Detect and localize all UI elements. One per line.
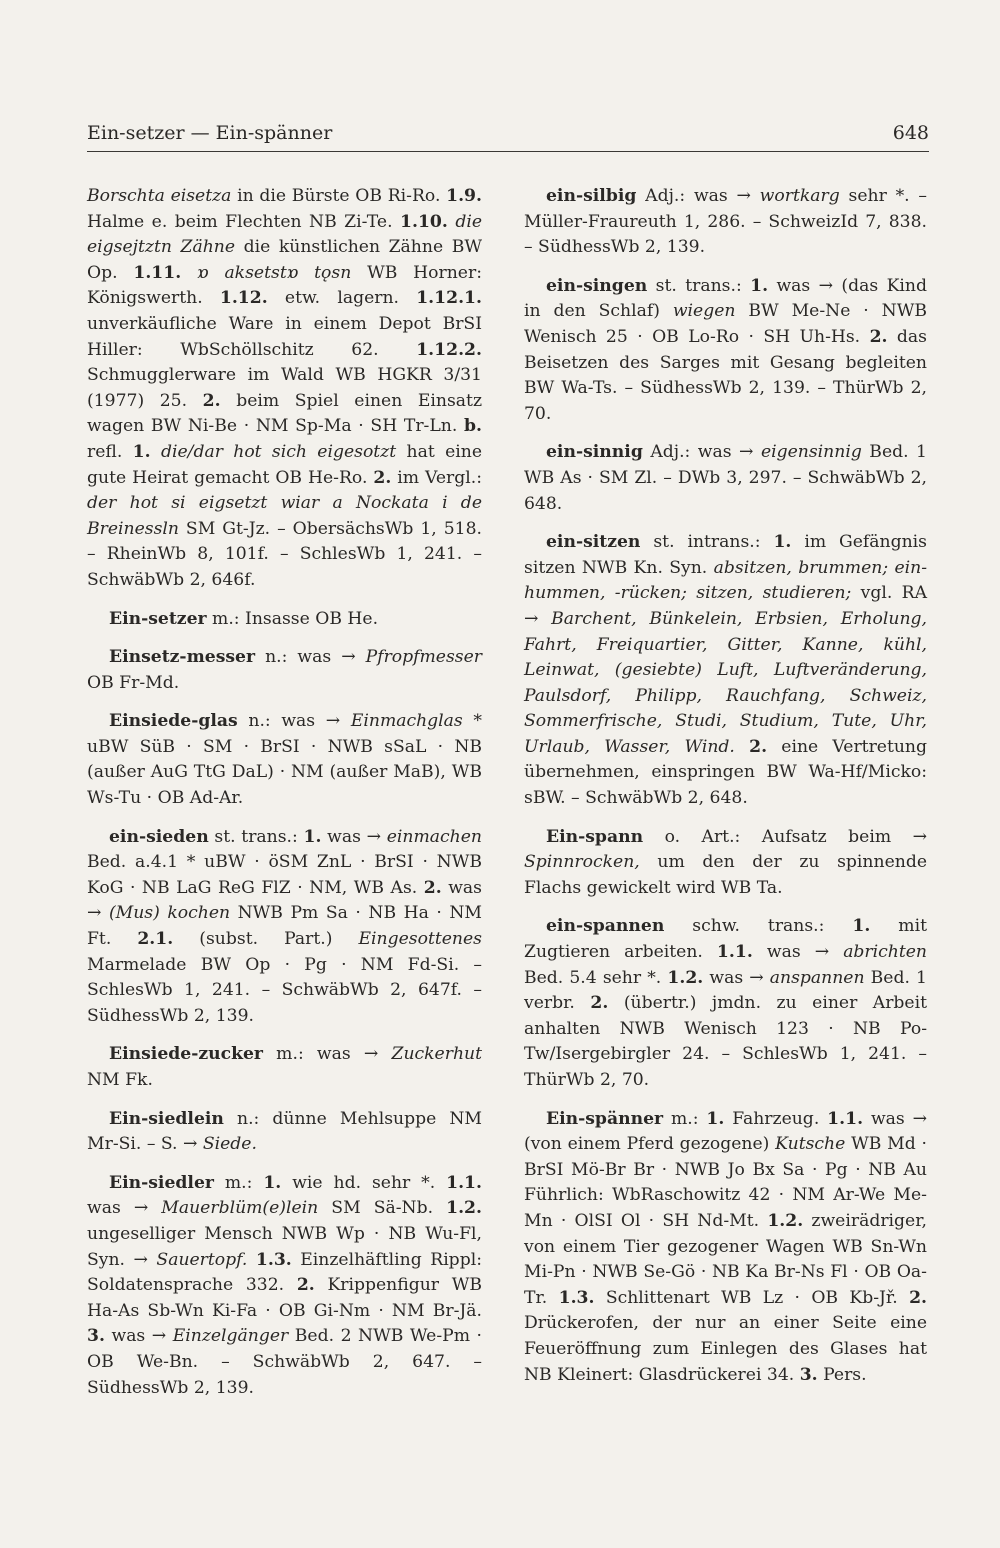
entry-text: mit Zugtieren arbeiten.: [524, 916, 927, 963]
entry-text: Marmelade BW Op · Pg · NM Fd-Si. – SchlesWb 1, 241. – SchwäbWb 2, 647f. – SüdhessWb 2, 139.: [87, 954, 482, 1026]
sense-number: 1.1.: [446, 1172, 482, 1193]
entry-text: was → (von einem Pferd gezogene): [524, 1108, 928, 1155]
dictionary-entry: [87, 645, 482, 696]
entry-text: was →: [752, 942, 844, 963]
entry-text: m.: was →: [262, 1044, 392, 1065]
entry-text: die künstlichen Zähne BW Op.: [87, 237, 482, 283]
italic-term: Kutsche: [775, 1134, 846, 1155]
dictionary-entry: [87, 825, 482, 1030]
entry-text: (subst. Part.): [173, 929, 359, 950]
entry-text: Bed. 2 NWB We-Pm · OB We-Bn. – SchwäbWb 2, 647. – SüdhessWb 2, 139.: [87, 1326, 482, 1398]
entry-text: st. trans.:: [647, 275, 751, 296]
sense-number: 1.: [852, 916, 871, 937]
headword: Einsetz-messer: [109, 647, 256, 668]
sense-number: b.: [463, 416, 482, 437]
italic-term: (Mus) kochen: [108, 903, 231, 924]
italic-term: einmachen: [386, 826, 482, 847]
italic-term: Barchent, Bünkelein, Erbsien, Erholung, Fahrt, Freiquartier, Gitter, Kanne, kühl, Leinwat, (gesiebte) Luft, Luftveränderung, Paulsdorf, Philipp, Rauchfang, Schweiz, Sommerfrische, Studi, Studium, Tute, Uhr, Urlaub, Wasser, Wind.: [524, 608, 927, 757]
italic-term: Mauerblüm(e)lein: [161, 1198, 319, 1219]
italic-term: Borschta eisetza: [87, 186, 232, 206]
entry-text: Halme e. beim Flechten NB Zi-Te.: [87, 211, 401, 232]
sense-number: 1.11.: [133, 262, 182, 283]
entry-text: o. Art.: Aufsatz beim →: [643, 826, 927, 847]
headword: ein-silbig: [546, 186, 637, 206]
entry-text: was →: [703, 967, 770, 988]
sense-number: 1.1.: [716, 942, 753, 963]
entry-text: um den der zu spinnende Flachs gewickelt wird WB Ta.: [524, 852, 927, 898]
entry-text: eine Vertretung übernehmen, einspringen BW Wa-Hf/Micko: sBW. – SchwäbWb 2, 648.: [524, 736, 928, 809]
running-title: Ein-setzer — Ein-spänner: [87, 122, 333, 144]
entry-text: hat eine gute Heirat gemacht OB He-Ro.: [87, 441, 482, 488]
sense-number: 2.: [296, 1275, 315, 1296]
dictionary-entry: [87, 607, 482, 633]
headword: ein-sinnig: [546, 442, 643, 463]
headword: ein-spannen: [546, 916, 665, 937]
italic-term: Eingesottenes: [358, 929, 482, 950]
italic-term: eigensinnig: [760, 442, 862, 463]
headword: Ein-siedler: [109, 1172, 214, 1193]
italic-term: Siede.: [202, 1134, 257, 1155]
entry-text: m.:: [663, 1108, 707, 1129]
entry-text: Adj.: was →: [636, 186, 760, 206]
entry-text: * uBW SüB · SM · BrSI · NWB sSaL · NB (außer AuG TtG DaL) · NM (außer MaB), WB Ws-Tu · OB Ad-Ar.: [87, 711, 482, 809]
entry-text: n.: was →: [255, 647, 366, 668]
entry-text: Drückerofen, der nur an einer Seite eine Feueröffnung zum Einlegen des Glases hat NB Kleinert: Glasdrückerei 34.: [524, 1313, 927, 1385]
italic-term: Sauertopf.: [156, 1249, 248, 1270]
entry-text: NWB Pm Sa · NB Ha · NM Ft.: [87, 903, 482, 950]
sense-number: 2.: [423, 877, 442, 898]
entry-text: BW Me-Ne · NWB Wenisch 25 · OB Lo-Ro · SH Uh-Hs.: [524, 301, 927, 347]
sense-number: 1.9.: [446, 186, 482, 206]
sense-number: 1.1.: [827, 1108, 864, 1129]
italic-term: abrichten: [843, 942, 927, 963]
headword: Einsiede-glas: [109, 711, 238, 732]
entry-text: im Gefängnis sitzen NWB Kn. Syn.: [524, 532, 927, 578]
dictionary-entry: [87, 1042, 482, 1093]
header-rule: [87, 151, 929, 152]
dictionary-entry: [87, 1171, 482, 1401]
sense-number: 1.12.: [219, 288, 268, 309]
italic-term: wortkarg: [759, 186, 840, 206]
entry-text: schw. trans.:: [664, 916, 853, 937]
sense-number: 2.: [590, 993, 609, 1014]
dictionary-entry: [87, 1107, 482, 1158]
dictionary-entry: [524, 914, 927, 1093]
headword: Einsiede-zucker: [109, 1044, 263, 1065]
entry-text: im Vergl.:: [391, 467, 482, 488]
entry-text: n.: was →: [237, 711, 351, 732]
entry-text: was →: [104, 1326, 173, 1347]
italic-term: Einmachglas: [350, 711, 463, 732]
sense-number: 2.: [869, 326, 888, 347]
headword: ein-sieden: [109, 826, 209, 847]
dictionary-entry: [524, 1107, 927, 1389]
entry-text: Schmugglerware im Wald WB HGKR 3/31 (1977) 25.: [87, 365, 482, 411]
dictionary-entry: [87, 709, 482, 811]
sense-number: 1.3.: [255, 1249, 292, 1270]
sense-number: 1.: [132, 441, 151, 462]
entry-text: in die Bürste OB Ri-Ro.: [231, 186, 447, 206]
italic-term: wiegen: [672, 301, 736, 322]
entry-text: Einzelhäftling Rippl: Soldatensprache 332.: [87, 1249, 482, 1296]
entry-text: WB Md · BrSI Mö-Br Br · NWB Jo Bx Sa · Pg · NB Au Führlich: WbRaschowitz 42 · NM Ar-We Me-Mn · OlSI Ol · SH Nd-Mt.: [524, 1134, 927, 1231]
sense-number: 1.: [750, 275, 769, 296]
italic-term: Einzelgänger: [172, 1326, 289, 1347]
headword: Ein-spänner: [546, 1108, 664, 1129]
sense-number: 1.12.1.: [416, 288, 482, 309]
sense-number: 1.3.: [558, 1287, 595, 1308]
entry-text: Fahrzeug.: [724, 1108, 828, 1129]
entry-text: SM Gt-Jz. – ObersächsWb 1, 518. – RheinWb 8, 101f. – SchlesWb 1, 241. – SchwäbWb 2, 646f.: [87, 518, 482, 590]
sense-number: 2.1.: [137, 929, 174, 950]
sense-number: 1.2.: [667, 967, 704, 988]
entry-text: refl.: [87, 441, 133, 462]
left-column: [87, 184, 482, 1401]
entry-text: WB Horner: Königswerth.: [87, 262, 482, 309]
italic-term: Spinnrocken,: [524, 852, 640, 873]
page-number: 648: [892, 122, 929, 144]
dictionary-entry: [524, 825, 927, 902]
entry-text: etw. lagern.: [267, 288, 417, 309]
entry-text: m.: Insasse OB He.: [206, 608, 379, 629]
sense-number: 1.2.: [446, 1198, 482, 1219]
entry-text: zweirädriger, von einem Tier gezogener Wagen WB Sn-Wn Mi-Pn · NWB Se-Gö · NB Ka Br-Ns Fl · OB Oa-Tr.: [524, 1210, 927, 1308]
entry-text: [735, 737, 749, 757]
italic-term: anspannen: [769, 967, 865, 988]
sense-number: 2.: [749, 736, 768, 757]
sense-number: 1.: [263, 1172, 282, 1193]
entry-text: [151, 442, 161, 462]
entry-text: Adj.: was →: [642, 442, 761, 463]
headword: Ein-setzer: [109, 608, 207, 629]
headword: ein-singen: [546, 275, 648, 296]
entry-text: NM Fk.: [87, 1070, 153, 1090]
entry-text: wie hd. sehr *.: [281, 1172, 447, 1193]
entry-text: st. intrans.:: [640, 532, 774, 553]
entry-text: Bed. a.4.1 * uBW · öSM ZnL · BrSI · NWB KoG · NB LaG ReG FlZ · NM, WB As.: [87, 852, 482, 898]
entry-text: was →: [87, 1198, 162, 1219]
italic-term: absitzen, brummen; ein-hummen, -rücken; sitzen, studieren;: [524, 557, 928, 604]
sense-number: 1.10.: [400, 211, 448, 232]
entry-text: [247, 1250, 256, 1270]
entry-text: Bed. 5.4 sehr *.: [524, 967, 668, 988]
italic-term: die/dar hot sich eigesotzt: [160, 441, 397, 462]
sense-number: 2.: [909, 1287, 928, 1308]
entry-text: (übertr.) jmdn. zu einer Arbeit anhalten NWB Wenisch 123 · NB Po-Tw/Isergebirgler 24. – SchlesWb 1, 241. – ThürWb 2, 70.: [524, 993, 927, 1090]
italic-term: die eigsejtztn Zähne: [87, 211, 482, 258]
entry-text: vgl. RA →: [524, 583, 928, 629]
entry-text: ungeselliger Mensch NWB Wp · NB Wu-Fl, Syn. →: [87, 1223, 482, 1270]
sense-number: 1.: [773, 532, 792, 553]
sense-number: 1.12.2.: [416, 339, 482, 360]
entry-text: das Beisetzen des Sarges mit Gesang begleiten BW Wa-Ts. – SüdhessWb 2, 139. – ThürWb 2, 70.: [524, 326, 927, 424]
entry-text: was →: [87, 877, 482, 924]
italic-term: ɒ aksetstɒ tǫsn: [197, 262, 352, 283]
entry-text: st. trans.:: [208, 826, 304, 847]
headword: Ein-spann: [546, 826, 644, 847]
entry-text: [181, 263, 197, 283]
entry-text: SM Sä-Nb.: [318, 1198, 447, 1219]
entry-continuation: [87, 184, 482, 594]
italic-term: Zuckerhut: [391, 1044, 482, 1065]
headword: Ein-siedlein: [109, 1108, 224, 1129]
headword: ein-sitzen: [546, 532, 641, 553]
sense-number: 1.: [303, 826, 322, 847]
italic-term: Pfropfmesser: [365, 647, 482, 668]
sense-number: 2.: [202, 390, 221, 411]
dictionary-entry: [524, 184, 927, 261]
entry-text: unverkäufliche Ware in einem Depot BrSI Hiller: WbSchöllschitz 62.: [87, 313, 482, 360]
italic-term: der hot si eigsetzt wiar a Nockata i de Breinessln: [87, 493, 482, 539]
sense-number: 1.: [706, 1108, 725, 1129]
entry-text: was → (das Kind in den Schlaf): [524, 275, 927, 322]
entry-text: OB Fr-Md.: [87, 672, 180, 693]
entry-text: Bed. 1 verbr.: [524, 967, 927, 1014]
entry-text: was →: [321, 826, 387, 847]
entry-text: Schlittenart WB Lz · OB Kb-Jř.: [594, 1287, 910, 1308]
sense-number: 2.: [373, 467, 392, 488]
entry-text: beim Spiel einen Einsatz wagen BW Ni-Be · NM Sp-Ma · SH Tr-Ln.: [87, 390, 483, 437]
sense-number: 3.: [87, 1326, 105, 1347]
right-column: [524, 184, 927, 1388]
dictionary-entry: [524, 530, 927, 812]
entry-text: m.:: [213, 1172, 264, 1193]
entry-text: sehr *. – Müller-Fraureuth 1, 286. – SchweizId 7, 838. – SüdhessWb 2, 139.: [524, 186, 927, 258]
sense-number: 3.: [799, 1364, 818, 1385]
sense-number: 1.2.: [767, 1210, 804, 1231]
entry-text: Pers.: [817, 1364, 867, 1385]
dictionary-entry: [524, 274, 927, 428]
entry-text: Bed. 1 WB As · SM Zl. – DWb 3, 297. – SchwäbWb 2, 648.: [524, 442, 927, 514]
entry-text: Krippenfigur WB Ha-As Sb-Wn Ki-Fa · OB Gi-Nm · NM Br-Jä.: [87, 1275, 482, 1321]
entry-text: n.: dünne Mehlsuppe NM Mr-Si. – S. →: [87, 1108, 482, 1155]
dictionary-entry: [524, 440, 927, 517]
